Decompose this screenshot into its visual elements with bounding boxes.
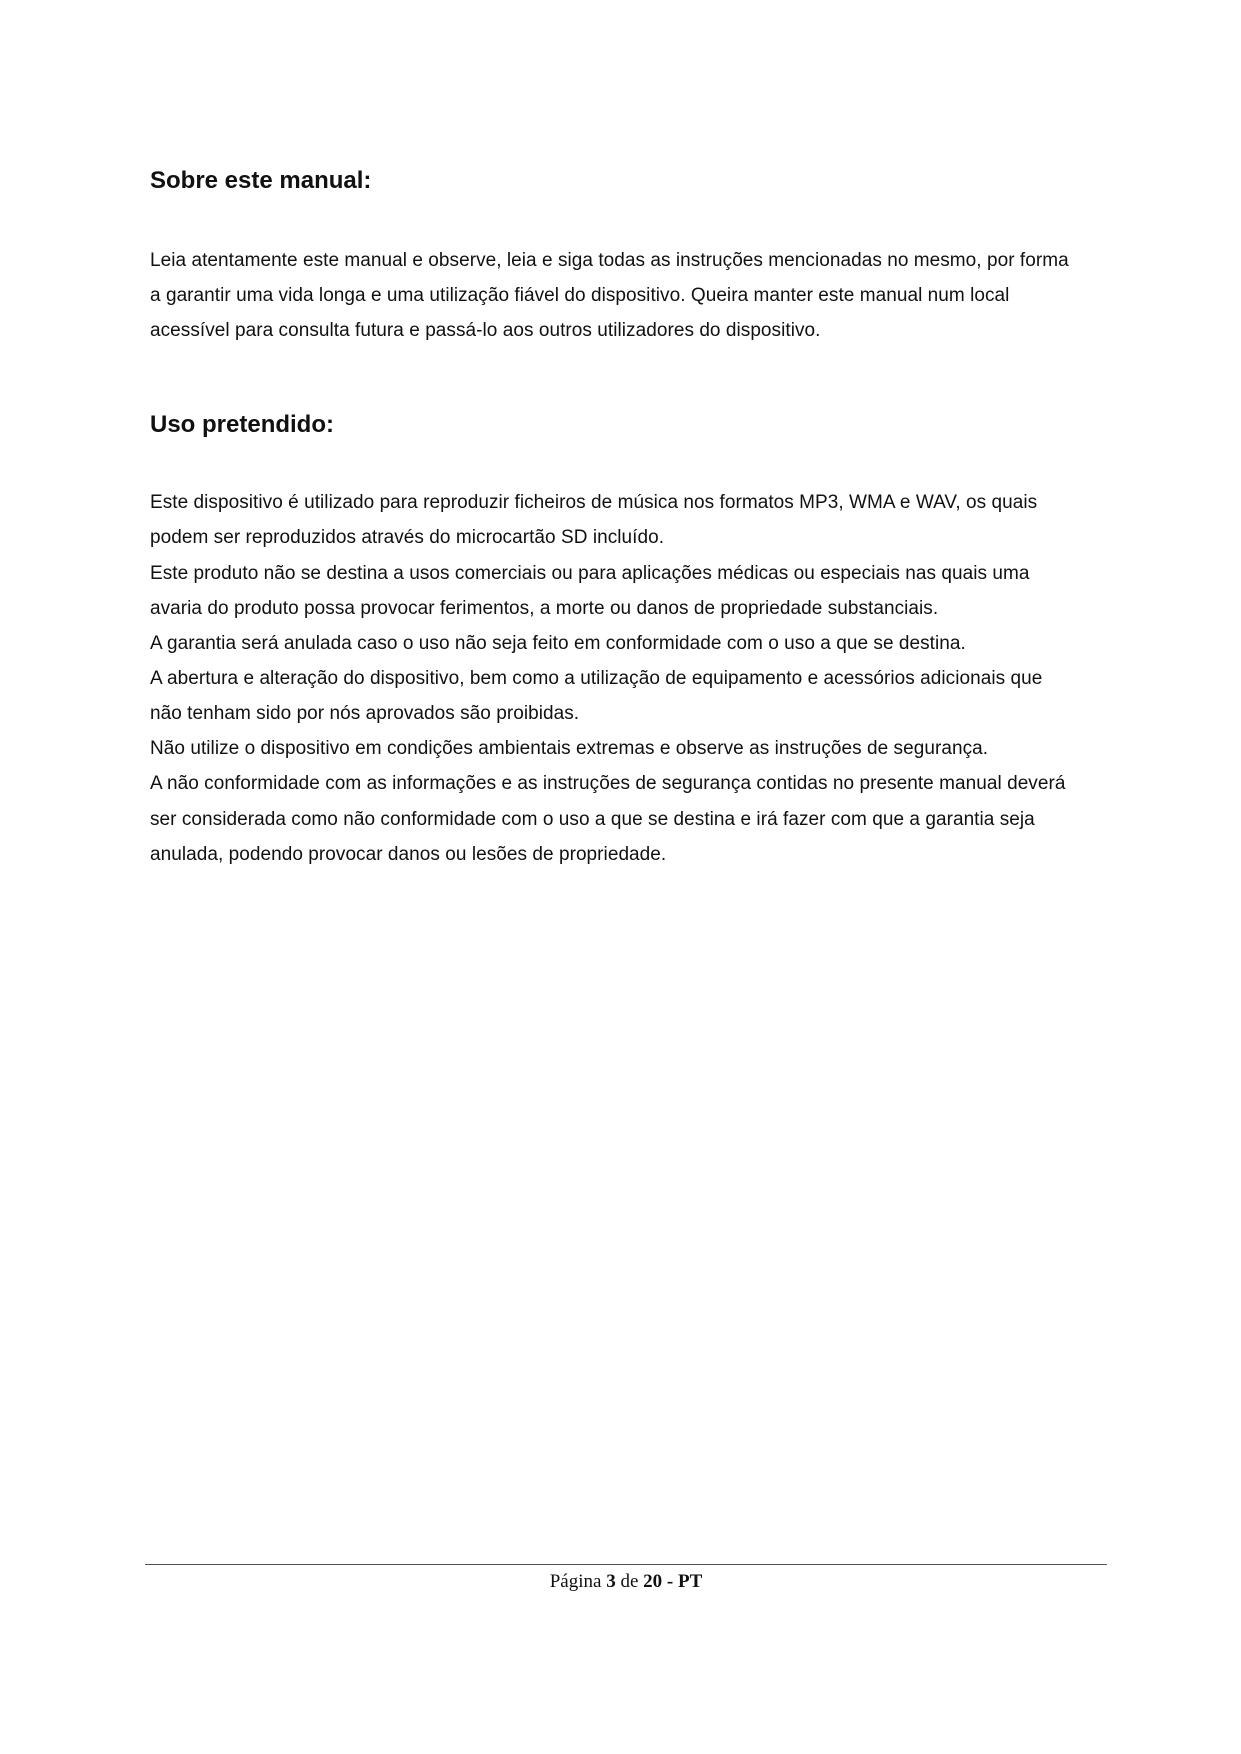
paragraph-line: não tenham sido por nós aprovados são proibidas.	[150, 703, 580, 724]
paragraph-line: podem ser reproduzidos através do microcartão SD incluído.	[150, 527, 665, 548]
page-footer	[0, 1569, 1241, 1595]
paragraph-line: Leia atentamente este manual e observe, leia e siga todas as instruções mencionadas no mesmo, por forma	[150, 250, 1069, 271]
footer-total-pages: 20	[643, 1571, 663, 1592]
footer-separator: -	[666, 1571, 674, 1592]
footer-divider	[145, 1564, 1107, 1565]
paragraph-line: Não utilize o dispositivo em condições ambientais extremas e observe as instruções de segurança.	[150, 738, 989, 759]
footer-language: PT	[677, 1571, 703, 1592]
paragraph-line: acessível para consulta futura e passá-lo aos outros utilizadores do dispositivo.	[150, 320, 821, 341]
footer-current-page: 3	[606, 1571, 616, 1592]
paragraph-line: A abertura e alteração do dispositivo, bem como a utilização de equipamento e acessórios adicionais que	[150, 668, 1043, 689]
paragraph-line: a garantir uma vida longa e uma utilização fiável do dispositivo. Queira manter este manual num local	[150, 285, 1010, 306]
paragraph-line: ser considerada como não conformidade com o uso a que se destina e irá fazer com que a garantia seja	[150, 809, 1035, 830]
paragraph-line: avaria do produto possa provocar ferimentos, a morte ou danos de propriedade substanciais.	[150, 598, 939, 619]
paragraph-line: A não conformidade com as informações e as instruções de segurança contidas no presente manual deverá	[150, 773, 1066, 794]
footer-page-word: Página	[549, 1571, 602, 1592]
section-title-about-manual: Sobre este manual:	[150, 167, 372, 194]
paragraph-line: A garantia será anulada caso o uso não seja feito em conformidade com o uso a que se destina.	[150, 633, 966, 654]
paragraph-line: anulada, podendo provocar danos ou lesões de propriedade.	[150, 844, 667, 865]
paragraph-line: Este dispositivo é utilizado para reproduzir ficheiros de música nos formatos MP3, WMA e WAV, os quais	[150, 492, 1038, 513]
section-title-intended-use: Uso pretendido:	[150, 411, 334, 438]
paragraph-line: Este produto não se destina a usos comerciais ou para aplicações médicas ou especiais nas quais uma	[150, 563, 1030, 584]
footer-of-word: de	[620, 1571, 639, 1592]
